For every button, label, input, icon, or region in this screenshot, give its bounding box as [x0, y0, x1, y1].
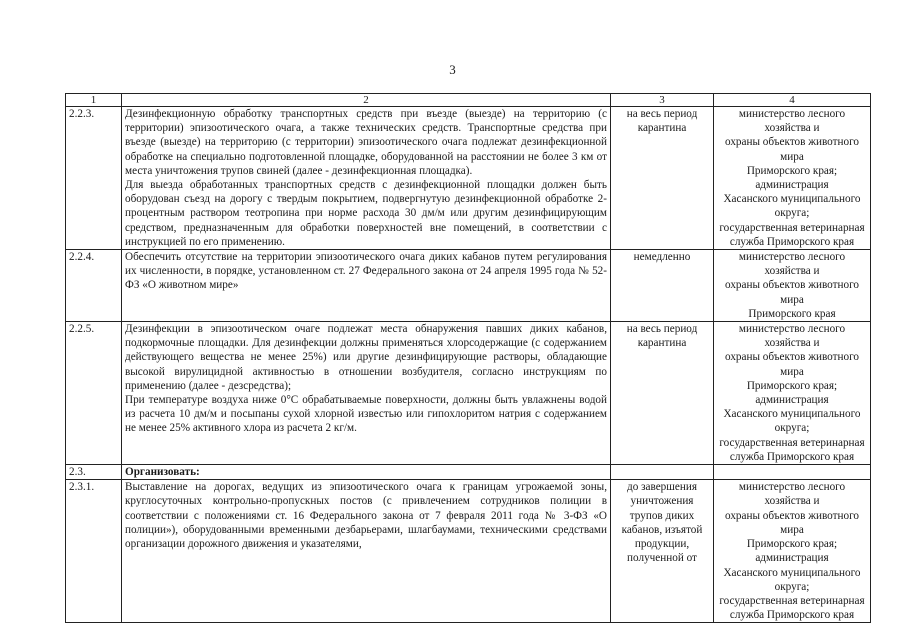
measure-period: на весь период карантина: [611, 107, 714, 250]
column-header-3: 3: [611, 94, 714, 107]
measure-description: [122, 322, 611, 465]
row-number: 2.3.1.: [66, 480, 122, 623]
measure-paragraph: Для выезда обработанных транспортных средств с дезинфекционной площадки должен быть оборудован съезд на дорогу с твердым покрытием, подвергнутую дезинфекционной обработке 2-процентным раствором теотропина при норме расхода 30 дм/м или другим дезинфицирующим средством, предназначенным для обработки поверхностей вне помещений, в соответствии с инструкцией по его применению.: [125, 179, 607, 248]
measure-description: [122, 107, 611, 250]
table-header-row: [66, 94, 871, 107]
section-title: Организовать:: [122, 465, 611, 480]
table-row-2-2-3: [66, 107, 871, 250]
table-row-2-2-5: [66, 322, 871, 465]
measure-responsible: министерство лесного хозяйства и охраны объектов животного мира Приморского края: [714, 250, 871, 322]
measure-period: немедленно: [611, 250, 714, 322]
column-header-1: 1: [66, 94, 122, 107]
table-row-2-3-1: [66, 480, 871, 623]
row-number: 2.2.4.: [66, 250, 122, 322]
empty-cell: [714, 465, 871, 480]
section-number: 2.3.: [66, 465, 122, 480]
measure-period: до завершения уничтожения трупов диких кабанов, изъятой продукции, полученной от: [611, 480, 714, 623]
measure-responsible: министерство лесного хозяйства и охраны объектов животного мира Приморского края; администрация Хасанского муниципального округа; государственная ветеринарная служба Приморского края: [714, 322, 871, 465]
table-row-2-2-4: [66, 250, 871, 322]
column-header-2: 2: [122, 94, 611, 107]
measure-paragraph: При температуре воздуха ниже 0°С обрабатываемые поверхности, должны быть увлажнены водой из расчета 10 дм/м и посыпаны сухой хлорной известью или гипохлоритом натрия с содержанием не менее 25% активного хлора из расчета 2 кг/м.: [125, 394, 607, 435]
measures-table: [65, 93, 871, 623]
measure-description: [122, 250, 611, 322]
empty-cell: [611, 465, 714, 480]
page-number: 3: [449, 62, 456, 77]
row-number: 2.2.3.: [66, 107, 122, 250]
section-row-2-3: [66, 465, 871, 480]
measure-paragraph: Дезинфекционную обработку транспортных средств при въезде (выезде) на территорию (с территории) эпизоотического очага, а также технических средств. Транспортные средства при въезде (выезде) на территорию (с территории) эпизоотического очага подлежат дезинфекционной обработке на специально подготовленной площадке, оборудованной на расстоянии не более 3 км от места уничтожения трупов свиней (далее - дезинфекционная площадка).: [125, 108, 607, 177]
measure-period: на весь период карантина: [611, 322, 714, 465]
measure-paragraph: Обеспечить отсутствие на территории эпизоотического очага диких кабанов путем регулирования их численности, в порядке, установленном ст. 27 Федерального закона от 24 апреля 1995 года № 52-ФЗ «О животном мире»: [125, 251, 607, 292]
row-number: 2.2.5.: [66, 322, 122, 465]
column-header-4: 4: [714, 94, 871, 107]
measure-responsible: министерство лесного хозяйства и охраны объектов животного мира Приморского края; администрация Хасанского муниципального округа; государственная ветеринарная служба Приморского края: [714, 480, 871, 623]
measure-paragraph: Дезинфекции в эпизоотическом очаге подлежат места обнаружения павших диких кабанов, подкормочные площадки. Для дезинфекции должны применяться хлорсодержащие (с содержанием действующего вещества не менее 25%) или другие дезинфицирующие растворы, обладающие высокой вирулицидной активностью в отношении возбудителя, согласно инструкциям по применению (далее - дезсредства);: [125, 323, 607, 392]
measure-description: [122, 480, 611, 623]
measure-responsible: министерство лесного хозяйства и охраны объектов животного мира Приморского края; администрация Хасанского муниципального округа; государственная ветеринарная служба Приморского края: [714, 107, 871, 250]
measure-paragraph: Выставление на дорогах, ведущих из эпизоотического очага к границам угрожаемой зоны, круглосуточных контрольно-пропускных постов (с привлечением сотрудников полиции в соответствии с положениями ст. 16 Федерального закона от 7 февраля 2011 года № 3-ФЗ «О полиции»), оборудованными временными дезбарьерами, шлагбаумами, техническими средствами организации дорожного движения и указателями,: [125, 481, 607, 551]
